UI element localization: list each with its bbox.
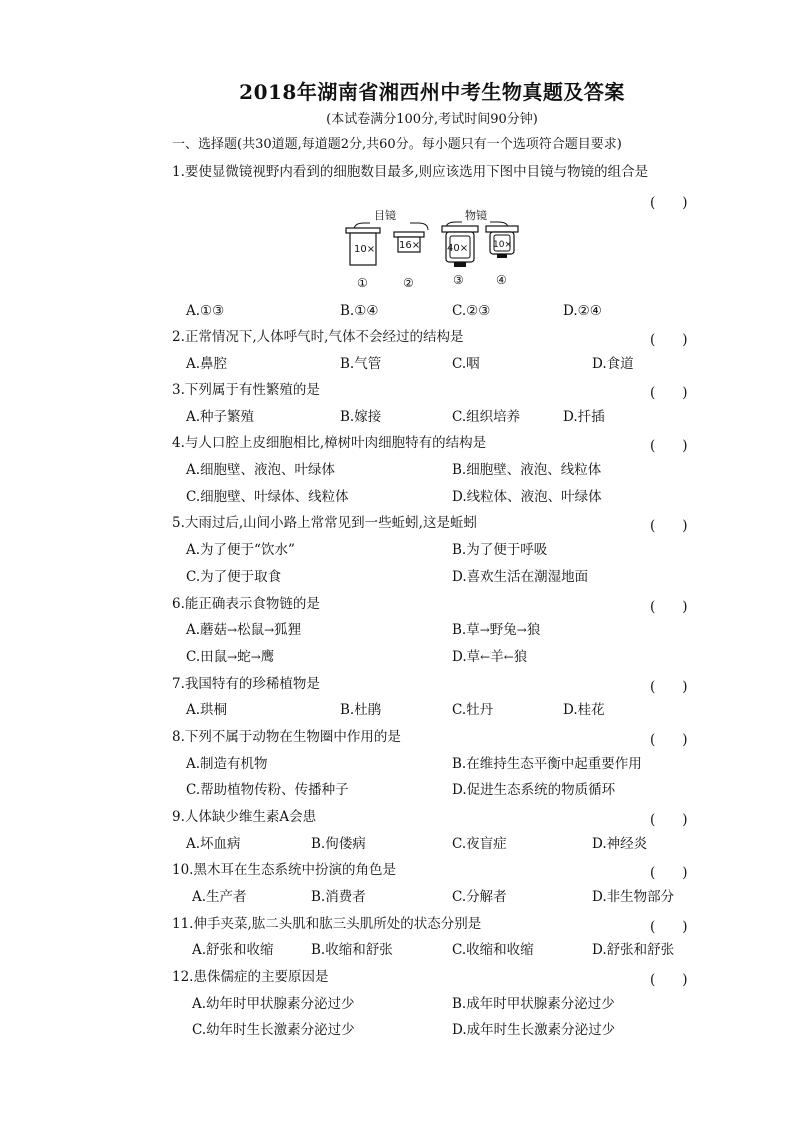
svg-text:10×: 10× xyxy=(354,244,376,255)
option-2a: A.鼻腔 xyxy=(186,356,228,372)
option-6c: C.田鼠→蛇→鹰 xyxy=(186,649,275,665)
option-2d: D.食道 xyxy=(592,356,634,372)
question-6: 6.能正确表示食物链的是 xyxy=(172,596,320,612)
option-12b: B.成年时甲状腺素分泌过少 xyxy=(452,996,615,1012)
answer-paren: ( ) xyxy=(650,865,688,881)
arrow-right-icon: → xyxy=(516,623,527,637)
label-2: ② xyxy=(403,276,414,290)
svg-text:10×: 10× xyxy=(493,240,512,250)
option-11a: A.舒张和收缩 xyxy=(192,942,274,958)
question-11: 11.伸手夹菜,肱二头肌和肱三头肌所处的状态分别是 xyxy=(172,916,482,932)
option-7b: B.杜鹃 xyxy=(340,702,382,718)
option-11b: B.收缩和舒张 xyxy=(311,942,393,958)
option-2b: B.气管 xyxy=(340,356,382,372)
option-7c: C.牡丹 xyxy=(452,702,494,718)
option-11d: D.舒张和舒张 xyxy=(592,942,675,958)
option-12c: C.幼年时生长激素分泌过少 xyxy=(192,1022,355,1038)
option-9d: D.神经炎 xyxy=(592,836,648,852)
option-1d: D.②④ xyxy=(563,303,602,319)
page-title: 2018年湖南省湘西州中考生物真题及答案 xyxy=(239,80,625,104)
arrow-right-icon: → xyxy=(227,623,238,637)
arrow-right-icon: → xyxy=(227,650,238,664)
option-11c: C.收缩和收缩 xyxy=(452,942,534,958)
option-5a: A.为了便于“饮水” xyxy=(186,542,295,558)
option-10d: D.非生物部分 xyxy=(592,889,675,905)
option-3c: C.组织培养 xyxy=(452,409,521,425)
option-12d: D.成年时生长激素分泌过少 xyxy=(452,1022,616,1038)
option-6b: B.草→野兔→狼 xyxy=(452,622,541,638)
option-12a: A.幼年时甲状腺素分泌过少 xyxy=(192,996,355,1012)
option-5d: D.喜欢生活在潮湿地面 xyxy=(452,569,589,585)
arrow-right-icon: → xyxy=(264,623,275,637)
option-8b: B.在维持生态平衡中起重要作用 xyxy=(452,756,642,772)
eyepiece-label: 目镜 xyxy=(374,209,396,222)
option-8c: C.帮助植物传粉、传播种子 xyxy=(186,782,349,798)
question-1: 1.要使显微镜视野内看到的细胞数目最多,则应该选用下图中目镜与物镜的组合是 xyxy=(172,164,649,180)
option-4d: D.线粒体、液泡、叶绿体 xyxy=(452,489,602,505)
arrow-left-icon: ← xyxy=(503,650,514,664)
option-1b: B.①④ xyxy=(340,303,379,319)
label-4: ④ xyxy=(496,273,507,287)
question-4: 4.与人口腔上皮细胞相比,樟树叶肉细胞特有的结构是 xyxy=(172,435,487,451)
option-6d: D.草←羊←狼 xyxy=(452,649,528,665)
option-1a: A.①③ xyxy=(186,303,225,319)
option-3b: B.嫁接 xyxy=(340,409,382,425)
option-5b: B.为了便于呼吸 xyxy=(452,542,548,558)
answer-paren: ( ) xyxy=(650,599,688,615)
option-8d: D.促进生态系统的物质循环 xyxy=(452,782,616,798)
option-5c: C.为了便于取食 xyxy=(186,569,282,585)
option-2c: C.咽 xyxy=(452,356,480,372)
label-1: ① xyxy=(357,276,368,290)
microscope-lens-figure xyxy=(340,206,540,292)
question-2: 2.正常情况下,人体呼气时,气体不会经过的结构是 xyxy=(172,329,464,345)
arrow-right-icon: → xyxy=(479,623,490,637)
answer-paren: ( ) xyxy=(650,438,688,454)
eyepiece-lens-2 xyxy=(394,232,424,252)
svg-text:40×: 40× xyxy=(447,243,469,254)
arrow-left-icon: ← xyxy=(480,650,491,664)
option-9b: B.佝偻病 xyxy=(311,836,366,852)
eyepiece-lens-1 xyxy=(346,228,380,265)
option-1c: C.②③ xyxy=(452,303,491,319)
option-10c: C.分解者 xyxy=(452,889,507,905)
answer-paren: ( ) xyxy=(650,332,688,348)
svg-text:16×: 16× xyxy=(399,240,421,251)
section-heading: 一、选择题(共30道题,每道题2分,共60分。每小题只有一个选项符合题目要求) xyxy=(172,137,622,152)
option-4b: B.细胞壁、液泡、线粒体 xyxy=(452,462,602,478)
option-6a: A.蘑菇→松鼠→狐狸 xyxy=(186,622,302,638)
question-8: 8.下列不属于动物在生物圈中作用的是 xyxy=(172,729,401,745)
option-7d: D.桂花 xyxy=(563,702,605,718)
question-3: 3.下列属于有性繁殖的是 xyxy=(172,382,320,398)
answer-paren: ( ) xyxy=(650,919,688,935)
answer-paren: ( ) xyxy=(650,972,688,988)
option-4c: C.细胞壁、叶绿体、线粒体 xyxy=(186,489,349,505)
answer-paren: ( ) xyxy=(650,518,688,534)
option-10b: B.消费者 xyxy=(311,889,366,905)
answer-paren: ( ) xyxy=(650,812,688,828)
option-3a: A.种子繁殖 xyxy=(186,409,255,425)
page-subtitle: (本试卷满分100分,考试时间90分钟) xyxy=(326,112,538,127)
answer-paren: ( ) xyxy=(650,679,688,695)
question-9: 9.人体缺少维生素A会患 xyxy=(172,809,317,825)
option-4a: A.细胞壁、液泡、叶绿体 xyxy=(186,462,336,478)
answer-paren: ( ) xyxy=(650,732,688,748)
question-7: 7.我国特有的珍稀植物是 xyxy=(172,676,320,692)
objective-lens-3 xyxy=(442,226,478,267)
label-3: ③ xyxy=(453,273,464,287)
option-8a: A.制造有机物 xyxy=(186,756,268,772)
answer-paren: ( ) xyxy=(650,385,688,401)
option-3d: D.扦插 xyxy=(563,409,605,425)
option-9a: A.坏血病 xyxy=(186,836,241,852)
option-10a: A.生产者 xyxy=(192,889,247,905)
answer-paren: ( ) xyxy=(650,195,688,211)
question-12: 12.患侏儒症的主要原因是 xyxy=(172,969,329,985)
question-5: 5.大雨过后,山间小路上常常见到一些蚯蚓,这是蚯蚓 xyxy=(172,515,477,531)
option-7a: A.珙桐 xyxy=(186,702,228,718)
objective-label: 物镜 xyxy=(465,209,487,222)
objective-lens-4 xyxy=(486,226,518,258)
question-10: 10.黑木耳在生态系统中扮演的角色是 xyxy=(172,862,396,878)
option-9c: C.夜盲症 xyxy=(452,836,507,852)
arrow-right-icon: → xyxy=(250,650,261,664)
